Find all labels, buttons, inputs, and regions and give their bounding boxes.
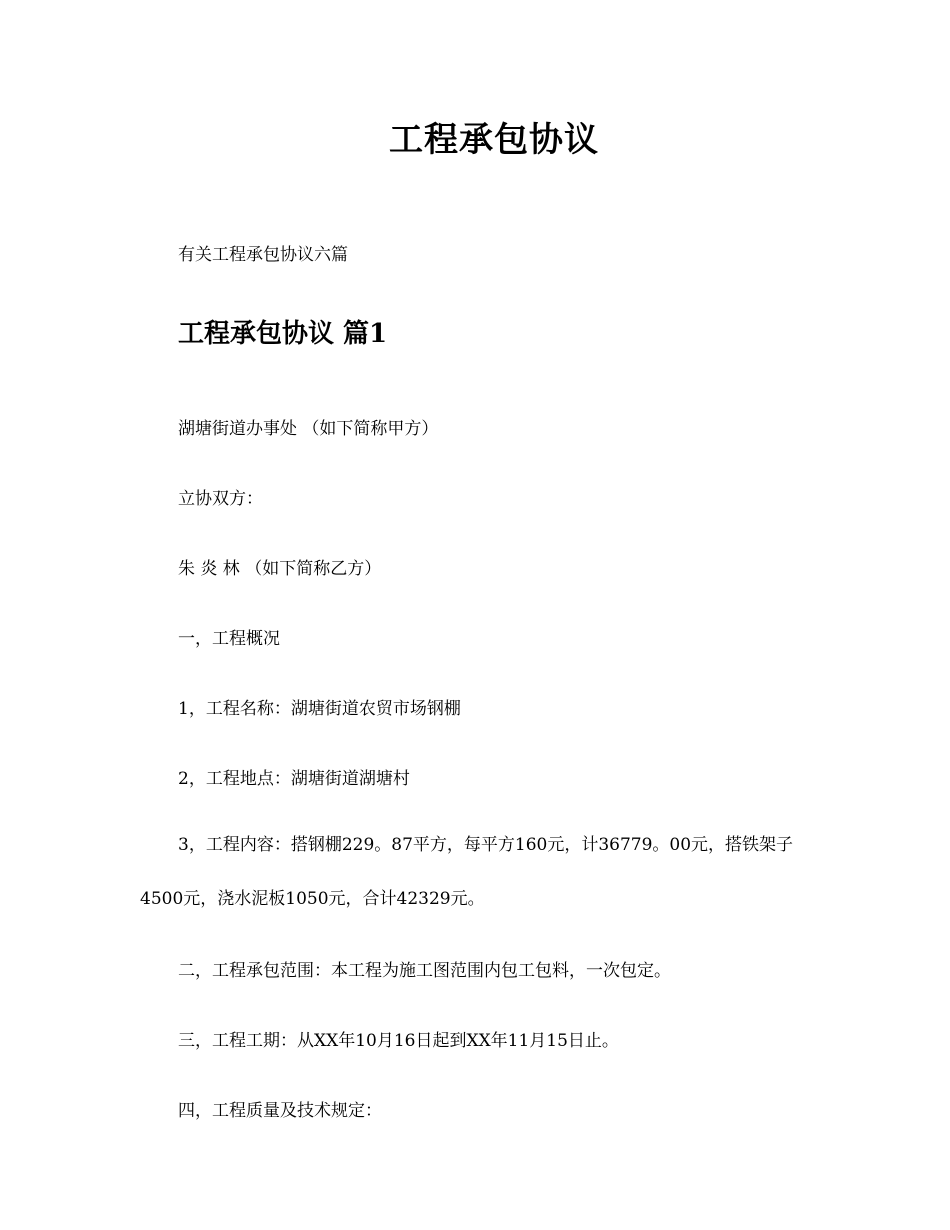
item-project-content: 3，工程内容：搭钢棚229。87平方，每平方160元，计36779。00元，搭铁架子4500元，浇水泥板1050元，合计42329元。 <box>140 835 794 909</box>
item-project-location: 2，工程地点：湖塘街道湖塘村 <box>178 769 410 789</box>
clause-contract-scope: 二，工程承包范围：本工程为施工图范围内包工包料，一次包定。 <box>178 961 671 981</box>
clause-project-schedule: 三，工程工期：从XX年10月16日起到XX年11月15日止。 <box>178 1031 619 1051</box>
party-a-line: 湖塘街道办事处 （如下简称甲方） <box>178 419 439 439</box>
parties-label: 立协双方： <box>178 489 263 509</box>
document-subtitle: 有关工程承包协议六篇 <box>178 245 348 265</box>
party-b-line: 朱 炎 林 （如下简称乙方） <box>178 559 382 579</box>
item-project-name: 1，工程名称：湖塘街道农贸市场钢棚 <box>178 699 461 719</box>
clause-quality-requirements: 四，工程质量及技术规定： <box>178 1101 382 1121</box>
document-title: 工程承包协议 <box>389 120 599 160</box>
clause-project-overview: 一，工程概况 <box>178 629 280 649</box>
section-heading: 工程承包协议 篇1 <box>178 319 388 349</box>
